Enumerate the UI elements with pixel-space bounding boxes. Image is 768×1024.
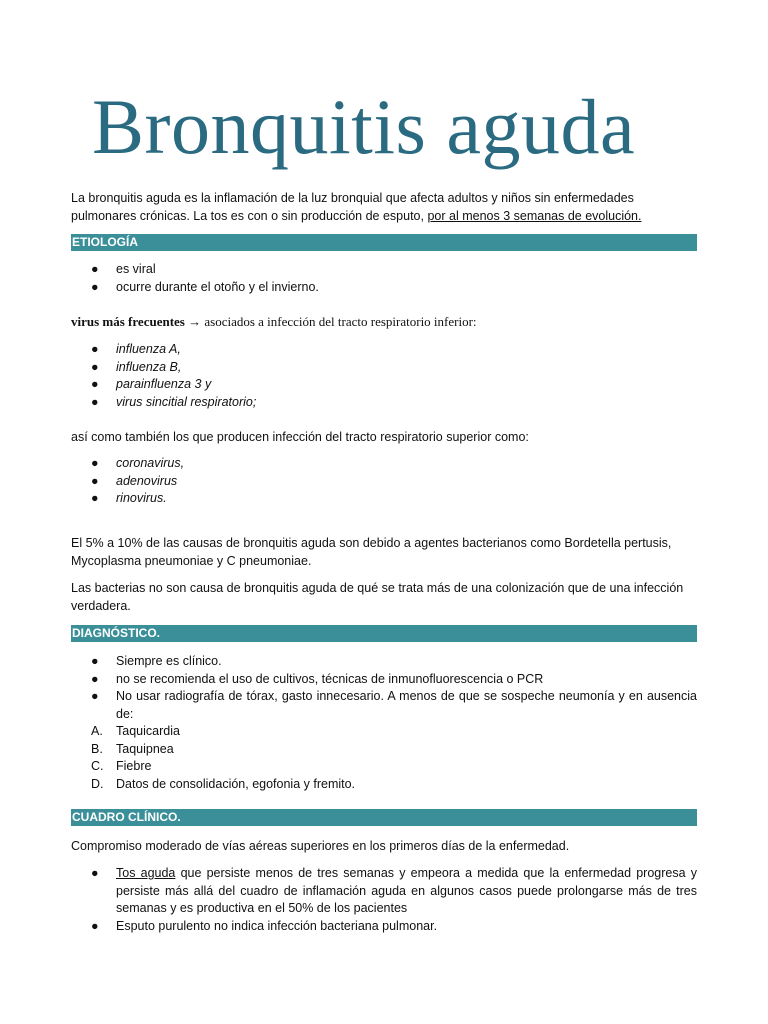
list-item [71, 671, 697, 689]
list-item-text: Fiebre [116, 759, 152, 773]
list-item [71, 688, 697, 723]
diagnostico-bullet-list [71, 653, 697, 793]
list-item [71, 455, 697, 473]
virus-lead-text: virus más frecuentes [71, 314, 185, 329]
section-header-diagnostico: DIAGNÓSTICO. [71, 625, 697, 642]
bacteria-paragraph-2: Las bacterias no son causa de bronquitis aguda de qué se trata más de una colonización que de una infección verdadera. [71, 581, 684, 613]
bullet-marker: ● [91, 689, 99, 703]
list-item-text: no se recomienda el uso de cultivos, técnicas de inmunofluorescencia o PCR [116, 671, 544, 686]
bullet-marker: ● [91, 394, 99, 409]
list-item-text: virus sincitial respiratorio; [116, 394, 257, 409]
letter-marker: C. [91, 759, 104, 773]
bullet-marker: ● [91, 456, 99, 470]
list-item-text: adenovirus [116, 473, 178, 488]
section-header-cuadro-clinico: CUADRO CLÍNICO. [71, 809, 697, 826]
bullet-marker: ● [91, 279, 99, 294]
list-item-text: influenza B, [116, 359, 182, 374]
bullet-marker: ● [91, 342, 99, 356]
list-item [71, 341, 697, 359]
bullet-marker: ● [91, 654, 99, 668]
list-item [71, 776, 697, 794]
list-item-text: es viral [116, 262, 156, 276]
list-item-text: Siempre es clínico. [116, 654, 222, 668]
bullet-marker: ● [91, 491, 99, 505]
list-item-text: que persiste menos de tres semanas y empeora a medida que la enfermedad progresa y persiste más allá del cuadro de inflamación aguda en algunos casos puede prolongarse más de tres semanas y es productiva en el 50% de los pacientes [116, 866, 697, 915]
list-item-text: parainfluenza 3 y [116, 377, 212, 391]
list-item [71, 653, 697, 671]
bullet-marker: ● [91, 671, 99, 686]
intro-underlined-text: por al menos 3 semanas de evolución. [427, 209, 642, 223]
bullet-marker: ● [91, 918, 99, 933]
list-item [71, 376, 697, 394]
upper-tract-intro: así como también los que producen infección del tracto respiratorio superior como: [71, 430, 529, 444]
list-item [71, 279, 697, 297]
letter-marker: A. [91, 724, 103, 738]
section-header-etiologia: ETIOLOGÍA [71, 234, 697, 251]
list-item-text: Taquipnea [116, 741, 174, 756]
list-item [71, 473, 697, 491]
list-item-text: Taquicardia [116, 724, 180, 738]
bullet-marker: ● [91, 359, 99, 374]
list-item-text: influenza A, [116, 342, 181, 356]
lower-virus-list [71, 341, 697, 411]
bullet-marker: ● [91, 473, 99, 488]
bullet-marker: ● [91, 866, 99, 880]
list-item [71, 394, 697, 412]
cuadro-intro: Compromiso moderado de vías aéreas superiores en los primeros días de la enfermedad. [71, 839, 570, 853]
list-item [71, 261, 697, 279]
virus-frequent-line [71, 313, 697, 331]
letter-marker: B. [91, 741, 103, 756]
list-item [71, 723, 697, 741]
list-item-text: No usar radiografía de tórax, gasto innecesario. A menos de que se sospeche neumonía y en ausencia de: [116, 689, 697, 721]
bullet-marker: ● [91, 377, 99, 391]
etiologia-bullet-list [71, 261, 697, 296]
cuadro-bullet-list [71, 865, 697, 935]
list-item [71, 359, 697, 377]
list-item-text: rinovirus. [116, 491, 167, 505]
list-item-text: Esputo purulento no indica infección bacteriana pulmonar. [116, 918, 438, 933]
upper-virus-list [71, 455, 697, 508]
list-item-text: Datos de consolidación, egofonia y fremito. [116, 776, 356, 791]
list-item [71, 758, 697, 776]
bullet-marker: ● [91, 262, 99, 276]
letter-marker: D. [91, 776, 104, 791]
list-item [71, 918, 697, 936]
list-item [71, 865, 697, 918]
intro-paragraph [71, 189, 697, 225]
arrow-icon: → [188, 314, 202, 329]
intro-text: La bronquitis aguda es la inflamación de la luz bronquial que afecta adultos y niños sin enfermedades pulmonares crónicas. La tos es con o sin producción de esputo, [71, 191, 634, 223]
page-title: Bronquitis aguda [92, 83, 636, 170]
list-item [71, 741, 697, 759]
list-item [71, 490, 697, 508]
virus-rest-text: asociados a infección del tracto respiratorio inferior: [201, 314, 477, 329]
list-item-text: ocurre durante el otoño y el invierno. [116, 279, 319, 294]
tos-aguda-text: Tos aguda [116, 866, 176, 880]
bacteria-paragraph-1: El 5% a 10% de las causas de bronquitis aguda son debido a agentes bacterianos como Bordetella pertusis, Mycoplasma pneumoniae y C pneumoniae. [71, 536, 672, 568]
list-item-text: coronavirus, [116, 456, 185, 470]
